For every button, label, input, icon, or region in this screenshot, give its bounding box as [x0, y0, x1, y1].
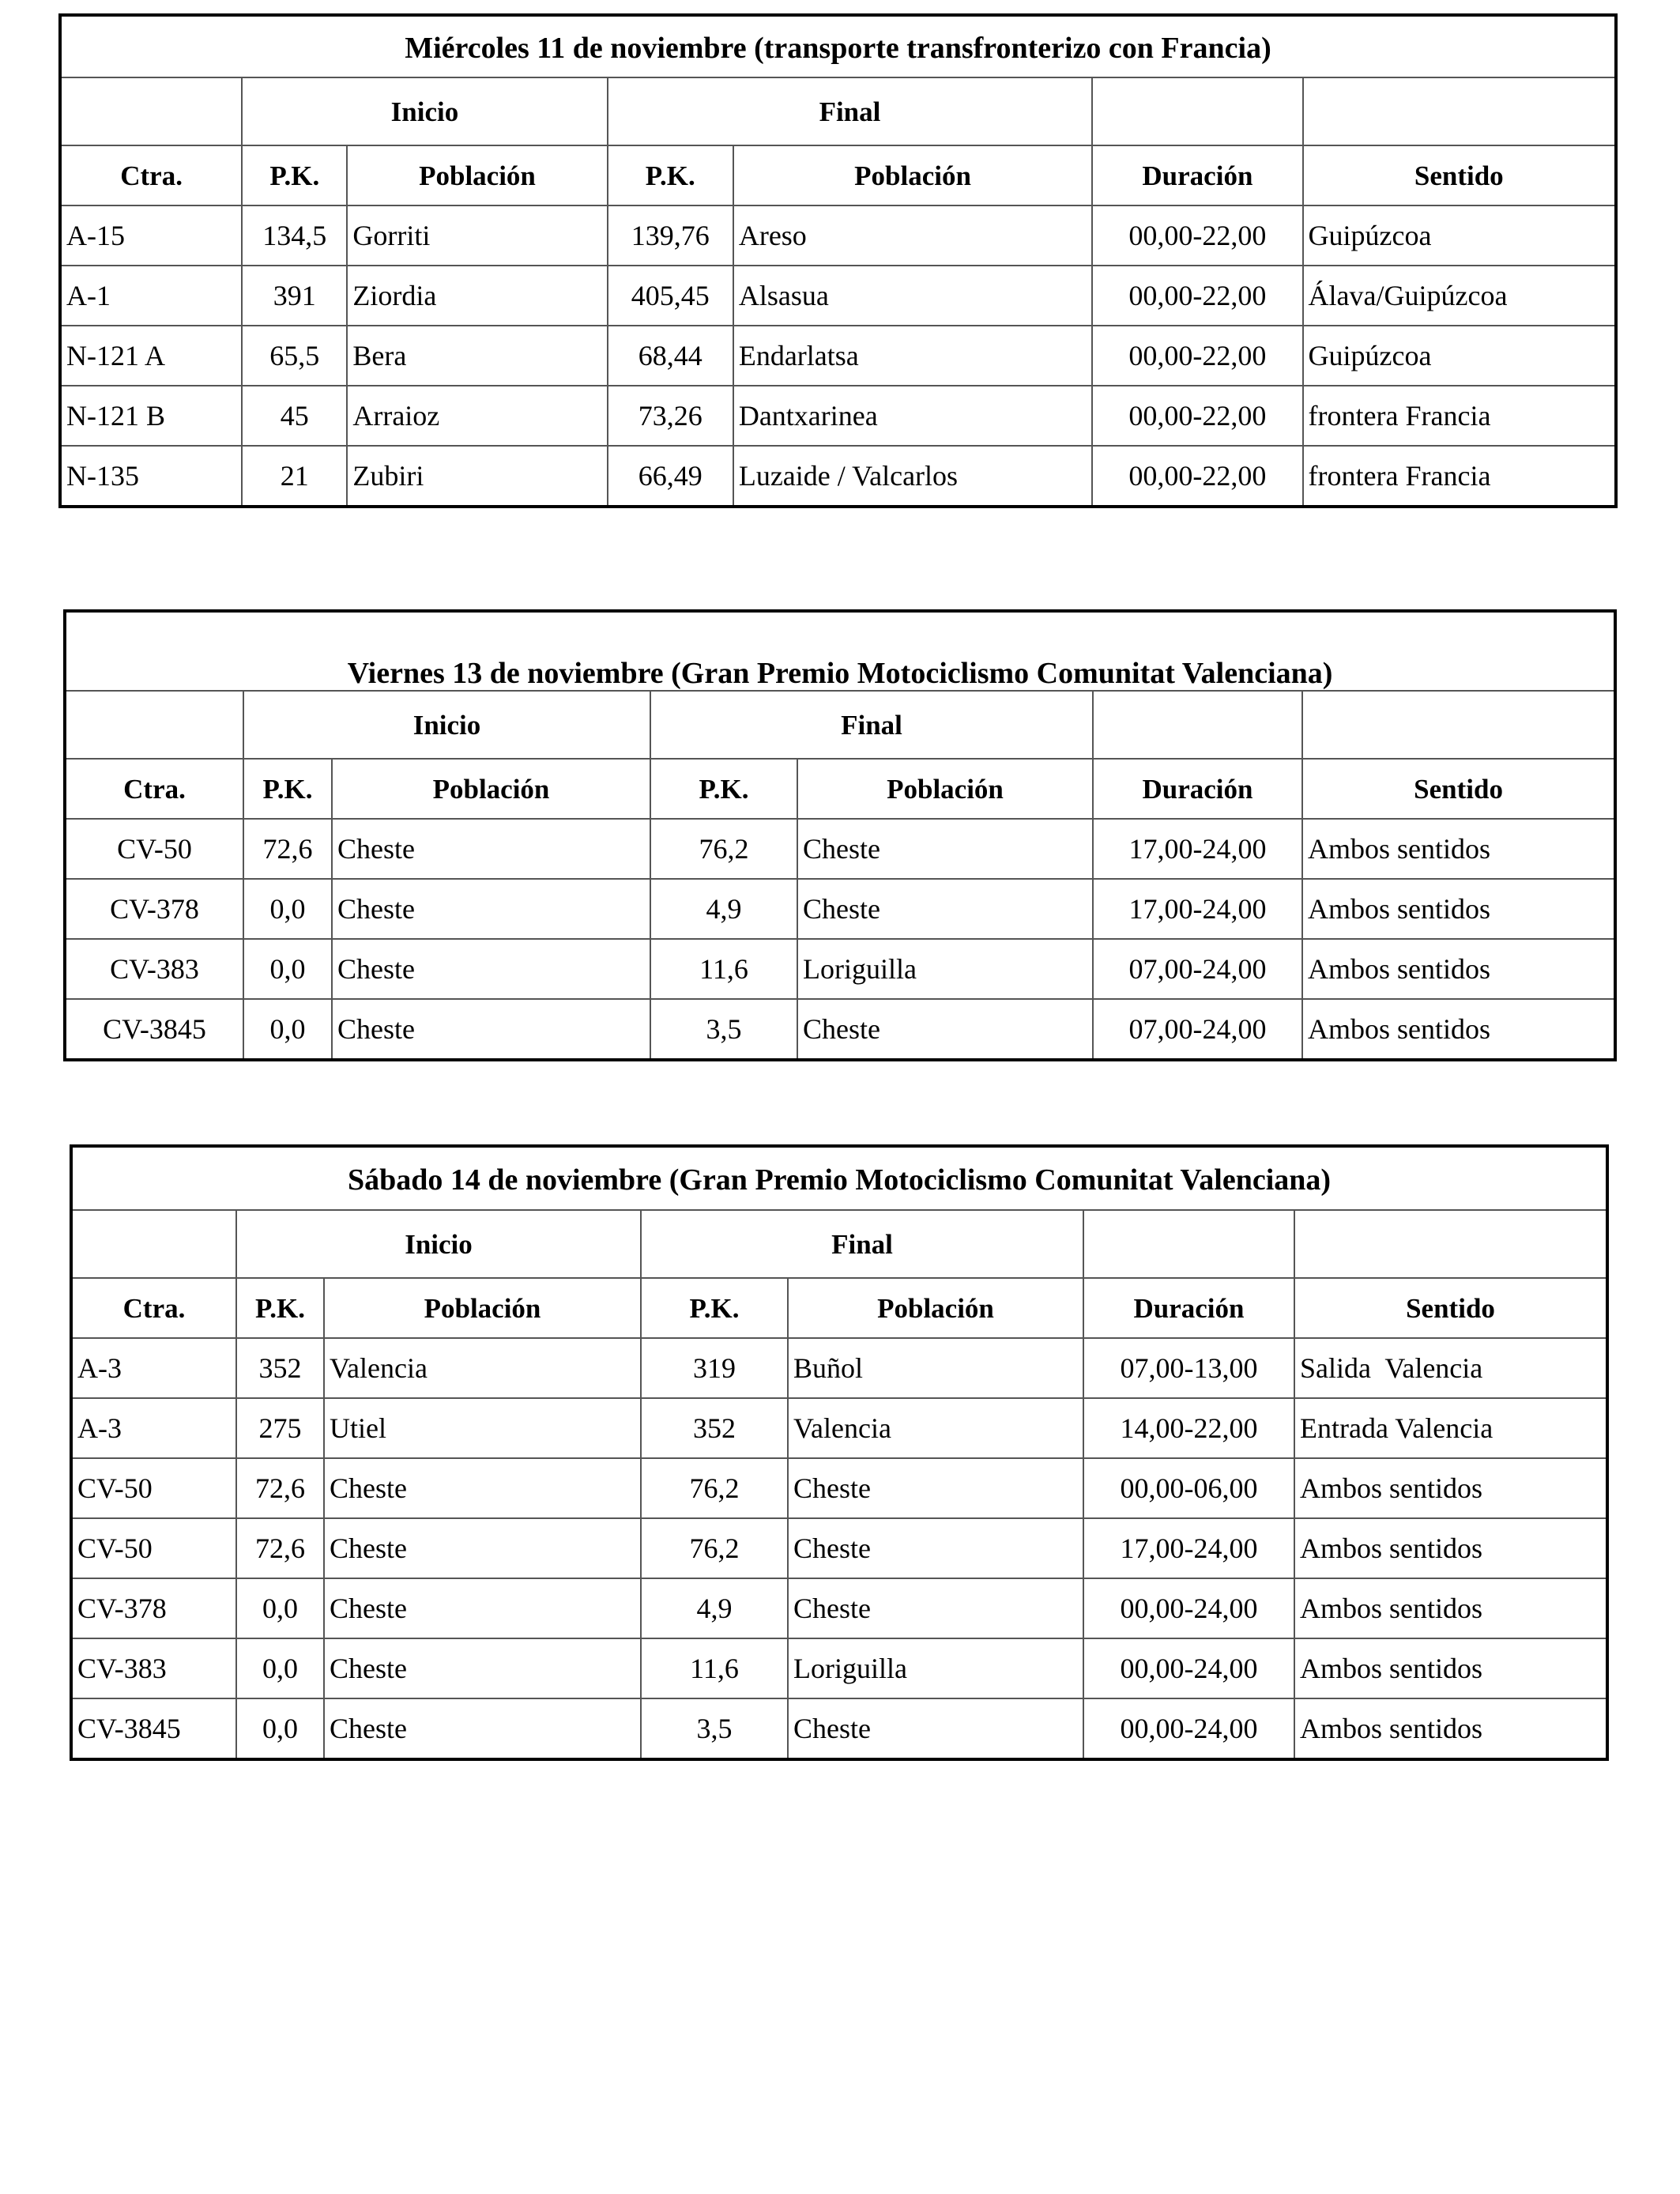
cell-ctra: A-15 [60, 205, 242, 266]
table-row [71, 1458, 1607, 1518]
cell-poblacion-inicio: Cheste [332, 999, 650, 1060]
cell-pk-final: 319 [641, 1338, 788, 1398]
cell-pk-final: 66,49 [608, 446, 733, 507]
cell-poblacion-final: Endarlatsa [733, 326, 1092, 386]
header-pk-inicio: P.K. [243, 759, 332, 819]
cell-ctra: CV-383 [65, 939, 243, 999]
cell-sentido: Ambos sentidos [1294, 1698, 1607, 1759]
cell-poblacion-final: Valencia [788, 1398, 1083, 1458]
cell-ctra: CV-383 [71, 1638, 236, 1698]
table-row [60, 205, 1616, 266]
cell-sentido: Salida Valencia [1294, 1338, 1607, 1398]
cell-sentido: Ambos sentidos [1294, 1578, 1607, 1638]
cell-pk-final: 11,6 [650, 939, 797, 999]
cell-pk-final: 139,76 [608, 205, 733, 266]
cell-pk-final: 3,5 [641, 1698, 788, 1759]
table-row [71, 1338, 1607, 1398]
cell-poblacion-final: Cheste [788, 1458, 1083, 1518]
group-inicio: Inicio [242, 77, 607, 145]
header-pk-final: P.K. [641, 1278, 788, 1338]
group-final: Final [608, 77, 1093, 145]
header-sentido: Sentido [1302, 759, 1615, 819]
table-row [71, 1578, 1607, 1638]
group-final: Final [650, 691, 1093, 759]
table-title: Miércoles 11 de noviembre (transporte transfronterizo con Francia) [60, 15, 1616, 77]
header-ctra: Ctra. [60, 145, 242, 205]
cell-pk-inicio: 391 [242, 266, 347, 326]
group-empty-cell [1294, 1210, 1607, 1278]
group-final: Final [641, 1210, 1083, 1278]
cell-ctra: CV-50 [65, 819, 243, 879]
cell-poblacion-final: Cheste [788, 1578, 1083, 1638]
cell-pk-inicio: 352 [236, 1338, 324, 1398]
header-ctra: Ctra. [71, 1278, 236, 1338]
table-row [71, 1698, 1607, 1759]
cell-pk-inicio: 275 [236, 1398, 324, 1458]
table-title: Sábado 14 de noviembre (Gran Premio Motociclismo Comunitat Valenciana) [71, 1146, 1607, 1210]
cell-poblacion-final: Dantxarinea [733, 386, 1092, 446]
cell-poblacion-inicio: Bera [347, 326, 607, 386]
group-empty-cell [1083, 1210, 1294, 1278]
cell-poblacion-inicio: Cheste [332, 819, 650, 879]
table-row [65, 879, 1615, 939]
cell-pk-inicio: 0,0 [236, 1638, 324, 1698]
cell-sentido: Ambos sentidos [1302, 879, 1615, 939]
cell-pk-inicio: 45 [242, 386, 347, 446]
cell-poblacion-final: Cheste [797, 819, 1093, 879]
group-empty-cell [1092, 77, 1302, 145]
header-poblacion-inicio: Población [347, 145, 607, 205]
cell-duracion: 17,00-24,00 [1093, 879, 1302, 939]
cell-pk-final: 76,2 [641, 1458, 788, 1518]
header-poblacion-final: Población [797, 759, 1093, 819]
cell-duracion: 17,00-24,00 [1083, 1518, 1294, 1578]
cell-poblacion-inicio: Cheste [324, 1518, 641, 1578]
cell-poblacion-inicio: Cheste [324, 1698, 641, 1759]
cell-duracion: 00,00-24,00 [1083, 1578, 1294, 1638]
header-pk-inicio: P.K. [242, 145, 347, 205]
table-row [60, 326, 1616, 386]
cell-ctra: CV-378 [71, 1578, 236, 1638]
table-row [60, 446, 1616, 507]
cell-duracion: 07,00-13,00 [1083, 1338, 1294, 1398]
cell-duracion: 00,00-06,00 [1083, 1458, 1294, 1518]
cell-ctra: CV-378 [65, 879, 243, 939]
cell-sentido: Ambos sentidos [1302, 819, 1615, 879]
cell-poblacion-inicio: Zubiri [347, 446, 607, 507]
cell-duracion: 00,00-22,00 [1092, 266, 1302, 326]
cell-sentido: Ambos sentidos [1294, 1458, 1607, 1518]
group-empty-cell [60, 77, 242, 145]
header-poblacion-inicio: Población [324, 1278, 641, 1338]
header-pk-final: P.K. [650, 759, 797, 819]
cell-poblacion-inicio: Cheste [332, 939, 650, 999]
table-row [71, 1398, 1607, 1458]
cell-poblacion-final: Areso [733, 205, 1092, 266]
cell-pk-final: 73,26 [608, 386, 733, 446]
cell-poblacion-final: Loriguilla [797, 939, 1093, 999]
cell-poblacion-inicio: Utiel [324, 1398, 641, 1458]
cell-pk-final: 76,2 [641, 1518, 788, 1578]
cell-duracion: 00,00-24,00 [1083, 1638, 1294, 1698]
table-title: Viernes 13 de noviembre (Gran Premio Motociclismo Comunitat Valenciana) [65, 611, 1615, 691]
header-duracion: Duración [1092, 145, 1302, 205]
cell-pk-inicio: 0,0 [236, 1578, 324, 1638]
cell-pk-inicio: 0,0 [236, 1698, 324, 1759]
cell-pk-inicio: 65,5 [242, 326, 347, 386]
group-empty-cell [65, 691, 243, 759]
cell-duracion: 00,00-22,00 [1092, 446, 1302, 507]
cell-pk-final: 68,44 [608, 326, 733, 386]
table-row [71, 1518, 1607, 1578]
cell-ctra: A-3 [71, 1338, 236, 1398]
group-inicio: Inicio [236, 1210, 641, 1278]
cell-ctra: N-121 B [60, 386, 242, 446]
cell-pk-final: 405,45 [608, 266, 733, 326]
cell-duracion: 00,00-24,00 [1083, 1698, 1294, 1759]
cell-poblacion-final: Cheste [788, 1518, 1083, 1578]
cell-pk-inicio: 21 [242, 446, 347, 507]
cell-ctra: N-121 A [60, 326, 242, 386]
table-viernes-13 [63, 609, 1617, 1061]
table-row [60, 266, 1616, 326]
cell-poblacion-inicio: Valencia [324, 1338, 641, 1398]
cell-sentido: Guipúzcoa [1303, 326, 1616, 386]
group-empty-cell [1303, 77, 1616, 145]
cell-duracion: 07,00-24,00 [1093, 999, 1302, 1060]
cell-sentido: frontera Francia [1303, 386, 1616, 446]
table-miercoles-11 [58, 13, 1618, 508]
cell-poblacion-inicio: Ziordia [347, 266, 607, 326]
cell-pk-final: 4,9 [641, 1578, 788, 1638]
group-empty-cell [1302, 691, 1615, 759]
cell-pk-inicio: 134,5 [242, 205, 347, 266]
cell-ctra: CV-50 [71, 1458, 236, 1518]
cell-duracion: 00,00-22,00 [1092, 386, 1302, 446]
group-empty-cell [1093, 691, 1302, 759]
cell-pk-inicio: 0,0 [243, 939, 332, 999]
cell-ctra: A-1 [60, 266, 242, 326]
cell-pk-final: 352 [641, 1398, 788, 1458]
header-poblacion-final: Población [788, 1278, 1083, 1338]
cell-poblacion-inicio: Cheste [324, 1578, 641, 1638]
cell-poblacion-inicio: Cheste [324, 1458, 641, 1518]
cell-sentido: Ambos sentidos [1302, 939, 1615, 999]
cell-duracion: 17,00-24,00 [1093, 819, 1302, 879]
cell-sentido: frontera Francia [1303, 446, 1616, 507]
cell-poblacion-final: Loriguilla [788, 1638, 1083, 1698]
cell-poblacion-final: Cheste [797, 999, 1093, 1060]
table-row [65, 939, 1615, 999]
header-pk-inicio: P.K. [236, 1278, 324, 1338]
cell-pk-inicio: 0,0 [243, 879, 332, 939]
cell-poblacion-inicio: Cheste [324, 1638, 641, 1698]
cell-poblacion-final: Cheste [788, 1698, 1083, 1759]
header-poblacion-final: Población [733, 145, 1092, 205]
table-row [71, 1638, 1607, 1698]
cell-ctra: CV-3845 [65, 999, 243, 1060]
cell-duracion: 14,00-22,00 [1083, 1398, 1294, 1458]
header-duracion: Duración [1083, 1278, 1294, 1338]
table-sabado-14 [70, 1144, 1609, 1761]
cell-duracion: 07,00-24,00 [1093, 939, 1302, 999]
group-inicio: Inicio [243, 691, 650, 759]
cell-poblacion-final: Alsasua [733, 266, 1092, 326]
header-ctra: Ctra. [65, 759, 243, 819]
group-empty-cell [71, 1210, 236, 1278]
cell-sentido: Ambos sentidos [1294, 1518, 1607, 1578]
cell-poblacion-final: Cheste [797, 879, 1093, 939]
cell-poblacion-final: Buñol [788, 1338, 1083, 1398]
cell-duracion: 00,00-22,00 [1092, 326, 1302, 386]
cell-pk-final: 4,9 [650, 879, 797, 939]
header-pk-final: P.K. [608, 145, 733, 205]
cell-pk-final: 11,6 [641, 1638, 788, 1698]
cell-pk-final: 76,2 [650, 819, 797, 879]
cell-ctra: CV-50 [71, 1518, 236, 1578]
table-row [65, 819, 1615, 879]
cell-pk-inicio: 72,6 [236, 1518, 324, 1578]
cell-sentido: Álava/Guipúzcoa [1303, 266, 1616, 326]
header-duracion: Duración [1093, 759, 1302, 819]
cell-ctra: N-135 [60, 446, 242, 507]
table-row [60, 386, 1616, 446]
header-sentido: Sentido [1294, 1278, 1607, 1338]
cell-sentido: Ambos sentidos [1302, 999, 1615, 1060]
table-row [65, 999, 1615, 1060]
cell-poblacion-final: Luzaide / Valcarlos [733, 446, 1092, 507]
cell-sentido: Guipúzcoa [1303, 205, 1616, 266]
header-sentido: Sentido [1303, 145, 1616, 205]
cell-poblacion-inicio: Gorriti [347, 205, 607, 266]
cell-poblacion-inicio: Cheste [332, 879, 650, 939]
cell-pk-inicio: 0,0 [243, 999, 332, 1060]
cell-ctra: A-3 [71, 1398, 236, 1458]
cell-pk-inicio: 72,6 [243, 819, 332, 879]
cell-pk-inicio: 72,6 [236, 1458, 324, 1518]
cell-pk-final: 3,5 [650, 999, 797, 1060]
header-poblacion-inicio: Población [332, 759, 650, 819]
cell-sentido: Ambos sentidos [1294, 1638, 1607, 1698]
cell-duracion: 00,00-22,00 [1092, 205, 1302, 266]
cell-ctra: CV-3845 [71, 1698, 236, 1759]
cell-sentido: Entrada Valencia [1294, 1398, 1607, 1458]
cell-poblacion-inicio: Arraioz [347, 386, 607, 446]
